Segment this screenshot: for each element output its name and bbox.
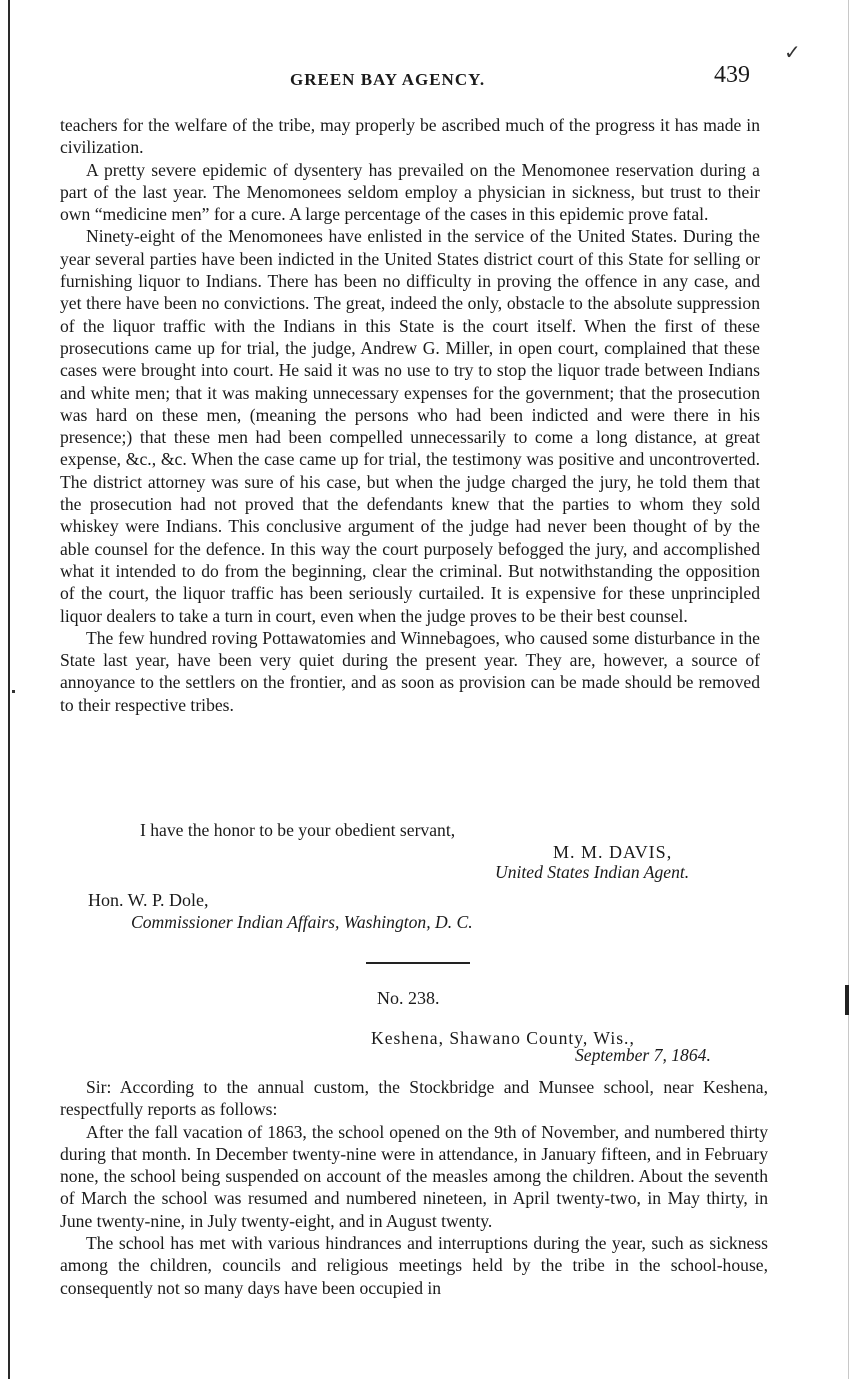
addressee-title: Commissioner Indian Affairs, Washington, D. C. [131,912,473,932]
signer-name: M. M. DAVIS, [553,842,673,862]
paragraph-continuation: teachers for the welfare of the tribe, may properly be ascribed much of the progress it has made in civilization. [60,115,760,158]
page-number: 439 [714,62,750,88]
page-edge-left [8,0,10,1379]
running-head: GREEN BAY AGENCY. [290,70,486,89]
page-header [0,62,855,92]
paragraph-dysentery: A pretty severe epidemic of dysentery has prevailed on the Menomonee reservation during a part of the last year. The Menomonees seldom employ a physician in sickness, but trust to their own “medicine men” for a cure. A large percentage of the cases in this epidemic prove fatal. [60,159,760,225]
date-line: September 7, 1864. [575,1045,711,1065]
closing-line: I have the honor to be your obedient servant, [140,820,456,840]
section-divider [366,962,470,964]
signer-title: United States Indian Agent. [495,862,690,882]
page-edge-right [848,0,849,1379]
addressee-name: Hon. W. P. Dole, [88,890,209,910]
paragraph-liquor-traffic: Ninety-eight of the Menomonees have enlisted in the service of the United States. During the year several parties have been indicted in the United States district court of this State for selling or furnishing liquor to Indians. There has been no difficulty in proving the offence in any case, and yet there have been no convictions. The great, indeed the only, obstacle to the absolute suppression of the liquor traffic with the Indians in this State is the court itself. When the first of these prosecutions came up for trial, the judge, Andrew G. Miller, in open court, complained that these cases were brought into court. He said it was no use to try to stop the liquor trade between Indians and white men; that it was making unnecessary expenses for the government; that the prosecution was hard on these men, (meaning the persons who had been indicted and were there in his presence;) that these men had been compelled unnecessarily to come a long distance, at great expense, &c., &c. When the case came up for trial, the testimony was positive and uncontroverted. The district attorney was sure of his case, but when the judge charged the jury, he told them that the prosecution had not proved that the defendants knew that the parties to whom they sold whiskey were Indians. This conclusive argument of the judge had never been thought of by the able counsel for the defence. In this way the court purposely befogged the jury, and accomplished what it intended to do from the beginning, clear the criminal. But notwithstanding the opposition of the court, the liquor traffic has been seriously curtailed. It is expensive for these unprincipled liquor dealers to take a turn in court, even when the judge proves to be their best counsel. [60,226,760,626]
document-number: No. 238. [377,988,440,1008]
margin-mark-bar [845,985,849,1015]
school-report-body [60,1076,768,1299]
paragraph-salutation: Sir: According to the annual custom, the Stockbridge and Munsee school, near Keshena, respectfully reports as follows: [60,1077,768,1120]
place-line: Keshena, Shawano County, Wis., [371,1028,635,1048]
paragraph-hindrances: The school has met with various hindrances and interruptions during the year, such as sickness among the children, councils and religious meetings held by the tribe in the school-house, consequently not so many days have been occupied in [60,1233,768,1298]
letter-body [60,114,760,716]
check-mark-icon: ✓ [784,42,801,64]
paragraph-pottawatomies: The few hundred roving Pottawatomies and Winnebagoes, who caused some disturbance in the State last year, have been very quiet during the present year. They are, however, a source of annoyance to the settlers on the frontier, and as soon as provision can be made should be removed to their respective tribes. [60,627,760,715]
margin-mark-dot [12,690,15,693]
paragraph-attendance: After the fall vacation of 1863, the school opened on the 9th of November, and numbered thirty during that month. In December twenty-nine were in attendance, in January fifteen, and in February none, the school being suspended on account of the measles among the children. About the seventh of March the school was resumed and numbered nineteen, in April twenty-two, in May thirty, in June twenty-nine, in July twenty-eight, and in August twenty. [60,1121,768,1231]
